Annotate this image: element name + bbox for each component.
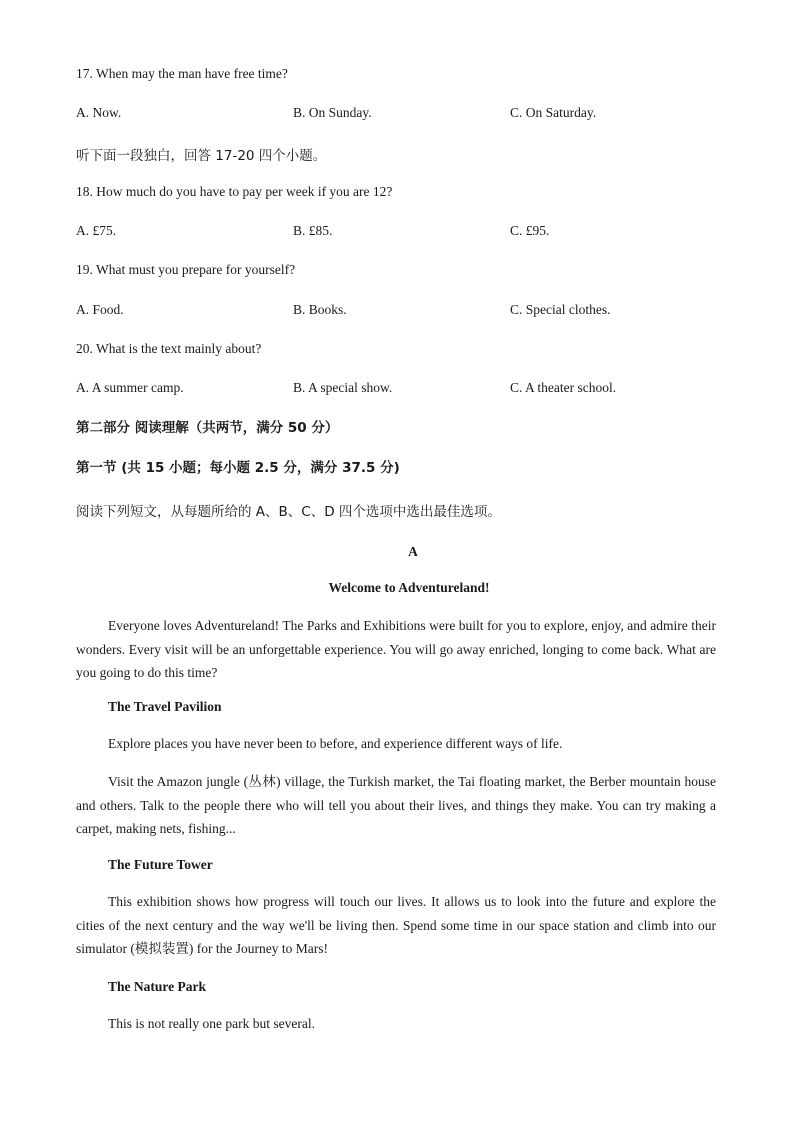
section-title: 第一节 (共 15 小题；每小题 2.5 分，满分 37.5 分) bbox=[76, 460, 400, 476]
passage-letter: A bbox=[408, 544, 418, 559]
passage-paragraph: Visit the Amazon jungle (丛林) village, the Turkish market, the Tai floating market, the Berber mountain house and others. Talk to the people there who will tell you about their lives, and things they make. You can try making a carpet, making nets, fishing... bbox=[76, 774, 716, 836]
option-a: A. Food. bbox=[76, 302, 124, 317]
option-a: A. A summer camp. bbox=[76, 380, 184, 395]
passage-paragraph: This exhibition shows how progress will touch our lives. It allows us to look into the future and explore the cities of the next century and the way we'll be living then. Spend some time in our space station and climb into our simulator (模拟装置) for the Journey to Mars! bbox=[76, 894, 716, 956]
option-c: C. On Saturday. bbox=[510, 105, 597, 120]
passage-title: Welcome to Adventureland! bbox=[328, 580, 490, 595]
option-c: C. A theater school. bbox=[510, 380, 617, 395]
option-c: C. £95. bbox=[510, 223, 550, 238]
question-stem: 19. What must you prepare for yourself? bbox=[76, 262, 296, 277]
option-a: A. Now. bbox=[76, 105, 122, 120]
passage-paragraph: Explore places you have never been to before, and experience different ways of life. bbox=[108, 736, 563, 751]
part-title: 第二部分 阅读理解（共两节，满分 50 分） bbox=[76, 420, 339, 436]
option-b: B. Books. bbox=[293, 302, 347, 317]
passage-paragraph: This is not really one park but several. bbox=[108, 1016, 315, 1031]
passage-intro: Everyone loves Adventureland! The Parks and Exhibitions were built for you to explore, enjoy, and admire their wonders. Every visit will be an unforgettable experience. You will go away enriched, longing to come back. What are you going to do this time? bbox=[76, 618, 716, 680]
question-stem: 18. How much do you have to pay per week if you are 12? bbox=[76, 184, 393, 199]
option-b: B. £85. bbox=[293, 223, 333, 238]
option-b: B. On Sunday. bbox=[293, 105, 372, 120]
section-heading: The Nature Park bbox=[108, 979, 206, 994]
question-stem: 20. What is the text mainly about? bbox=[76, 341, 262, 356]
option-a: A. £75. bbox=[76, 223, 117, 238]
section-heading: The Travel Pavilion bbox=[108, 699, 222, 714]
monologue-instruction: 听下面一段独白，回答 17-20 四个小题。 bbox=[76, 148, 327, 164]
question-stem: 17. When may the man have free time? bbox=[76, 66, 288, 81]
reading-instruction: 阅读下列短文，从每题所给的 A、B、C、D 四个选项中选出最佳选项。 bbox=[76, 504, 501, 520]
option-c: C. Special clothes. bbox=[510, 302, 611, 317]
option-b: B. A special show. bbox=[293, 380, 393, 395]
section-heading: The Future Tower bbox=[108, 857, 213, 872]
